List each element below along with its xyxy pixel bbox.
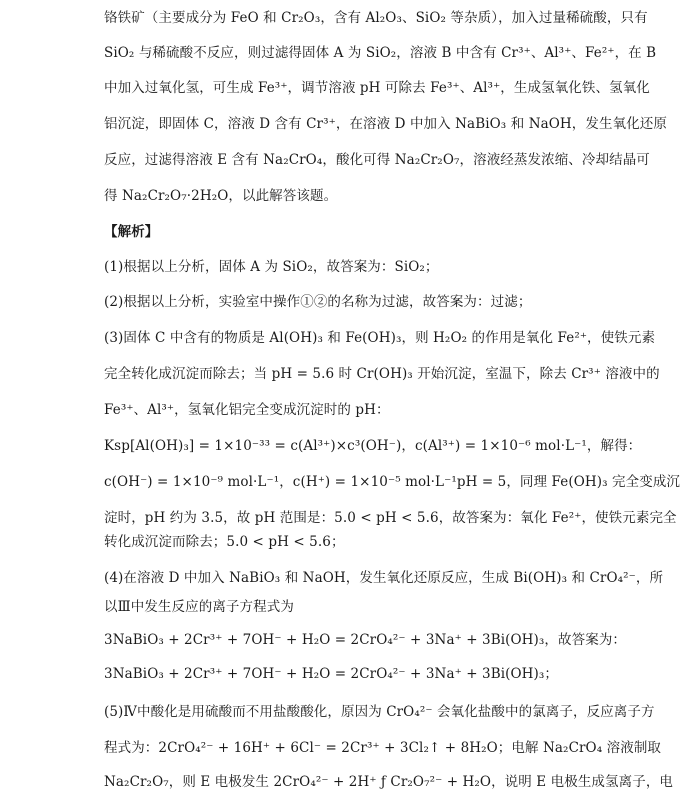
equation-line: 程式为：2CrO₄²⁻ + 16H⁺ + 6Cl⁻ = 2Cr³⁺ + 3Cl₂↑ + 8H₂O；电解 Na₂CrO₄ 溶液制取 bbox=[104, 740, 662, 756]
text-line: (2)根据以上分析，实验室中操作①②的名称为过滤，故答案为：过滤； bbox=[104, 294, 532, 310]
text-line: 以Ⅲ中发生反应的离子方程式为 bbox=[104, 599, 294, 615]
text-line: Fe³⁺、Al³⁺，氢氧化铝完全变成沉淀时的 pH： bbox=[104, 402, 390, 418]
text-line: 中加入过氧化氢，可生成 Fe³⁺，调节溶液 pH 可除去 Fe³⁺、Al³⁺，生成氢氧化铁、氢氧化 bbox=[104, 80, 650, 96]
text-line: 反应，过滤得溶液 E 含有 Na₂CrO₄，酸化可得 Na₂Cr₂O₇，溶液经蒸发浓缩、冷却结晶可 bbox=[104, 152, 650, 168]
text-line: (3)固体 C 中含有的物质是 Al(OH)₃ 和 Fe(OH)₃，则 H₂O₂ 的作用是氧化 Fe²⁺，使铁元素 bbox=[104, 330, 656, 346]
text-line: (1)根据以上分析，固体 A 为 SiO₂，故答案为：SiO₂； bbox=[104, 259, 439, 275]
equation-line: c(OH⁻) = 1×10⁻⁹ mol·L⁻¹，c(H⁺) = 1×10⁻⁵ mol·L⁻¹pH = 5，同理 Fe(OH)₃ 完全变成沉 bbox=[104, 474, 681, 490]
text-line: (5)Ⅳ中酸化是用硫酸而不用盐酸酸化，原因为 CrO₄²⁻ 会氧化盐酸中的氯离子，反应离子方 bbox=[104, 704, 655, 720]
text-line: 淀时，pH 约为 3.5，故 pH 范围是：5.0 < pH < 5.6，故答案为：氧化 Fe²⁺，使铁元素完全 bbox=[104, 510, 677, 526]
equation-line: Na₂Cr₂O₇，则 E 电极发生 2CrO₄²⁻ + 2H⁺ ƒ Cr₂O₇²⁻ + H₂O，说明 E 电极生成氢离子，电 bbox=[104, 774, 674, 790]
equation-line: Ksp[Al(OH)₃] = 1×10⁻³³ = c(Al³⁺)×c³(OH⁻)，c(Al³⁺) = 1×10⁻⁶ mol·L⁻¹，解得： bbox=[104, 438, 642, 454]
equation-line: 3NaBiO₃ + 2Cr³⁺ + 7OH⁻ + H₂O = 2CrO₄²⁻ + 3Na⁺ + 3Bi(OH)₃，故答案为： bbox=[104, 632, 627, 648]
text-line: (4)在溶液 D 中加入 NaBiO₃ 和 NaOH，发生氧化还原反应，生成 Bi(OH)₃ 和 CrO₄²⁻，所 bbox=[104, 570, 664, 586]
text-line: 得 Na₂Cr₂O₇·2H₂O，以此解答该题。 bbox=[104, 188, 338, 204]
text-line: 铝沉淀，即固体 C，溶液 D 含有 Cr³⁺，在溶液 D 中加入 NaBiO₃ 和 NaOH，发生氧化还原 bbox=[104, 116, 667, 132]
text-line: SiO₂ 与稀硫酸不反应，则过滤得固体 A 为 SiO₂，溶液 B 中含有 Cr³⁺、Al³⁺、Fe²⁺，在 B bbox=[104, 45, 657, 61]
text-line: 转化成沉淀而除去；5.0 < pH < 5.6； bbox=[104, 534, 345, 550]
text-line: 完全转化成沉淀而除去；当 pH = 5.6 时 Cr(OH)₃ 开始沉淀，室温下，除去 Cr³⁺ 溶液中的 bbox=[104, 366, 660, 382]
text-line: 铬铁矿（主要成分为 FeO 和 Cr₂O₃，含有 Al₂O₃、SiO₂ 等杂质），加入过量稀硫酸，只有 bbox=[104, 10, 648, 26]
section-heading: 【解析】 bbox=[104, 224, 159, 240]
equation-line: 3NaBiO₃ + 2Cr³⁺ + 7OH⁻ + H₂O = 2CrO₄²⁻ + 3Na⁺ + 3Bi(OH)₃； bbox=[104, 666, 559, 682]
